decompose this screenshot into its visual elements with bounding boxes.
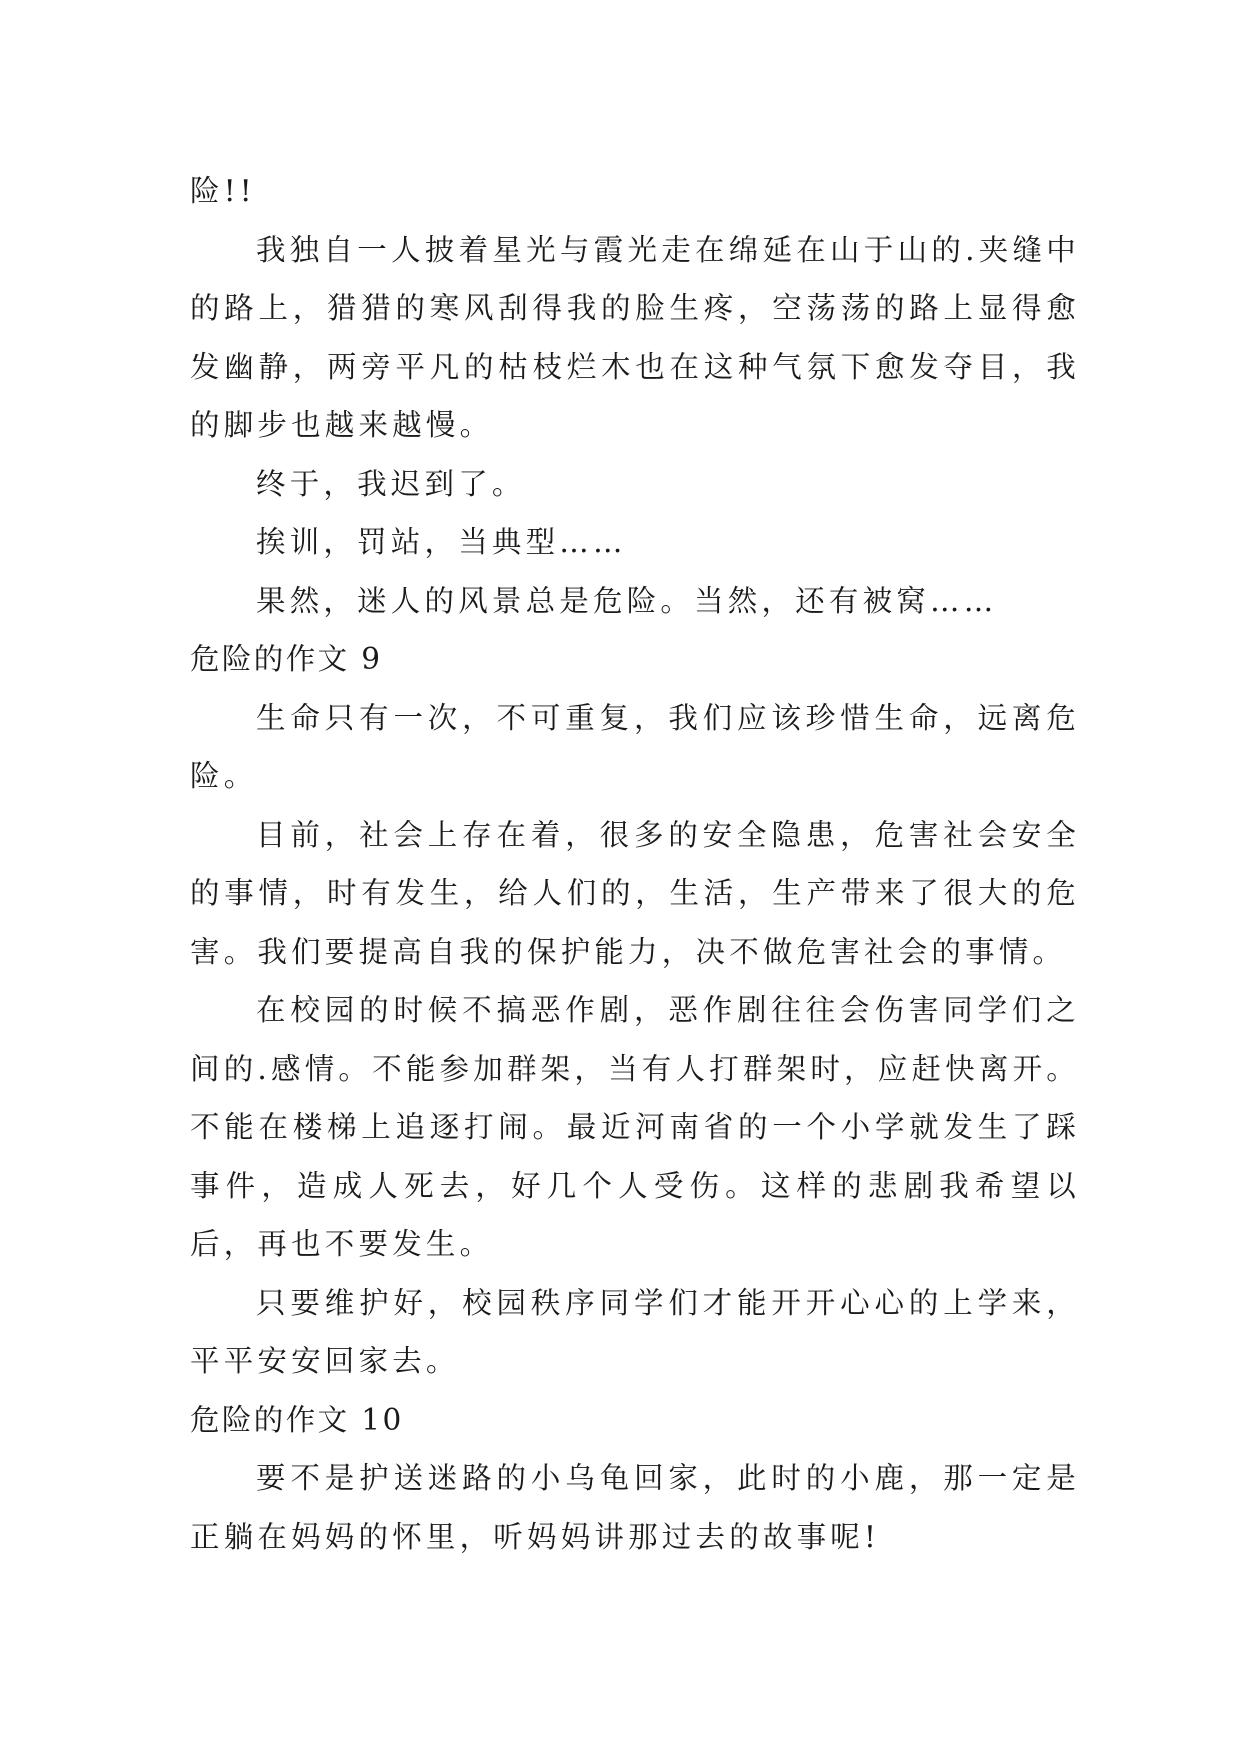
section-heading: 危险的作文 10 <box>190 1402 404 1437</box>
paragraph-continuation: 险!! <box>190 174 256 208</box>
paragraph: 我独自一人披着星光与霞光走在绵延在山于山的.夹缝中的路上，猎猎的寒风刮得我的脸生疼，空荡荡的路上显得愈发幽静，两旁平凡的枯枝烂木也在这种气氛下愈发夺目，我的脚步也越来越慢。 <box>190 232 1080 442</box>
paragraph: 只要维护好，校园秩序同学们才能开开心心的上学来，平平安安回家去。 <box>190 1285 1080 1378</box>
paragraph: 挨训，罚站，当典型…… <box>256 525 627 559</box>
paragraph: 目前，社会上存在着，很多的安全隐患，危害社会安全的事情，时有发生，给人们的，生活，生产带来了很大的危害。我们要提高自我的保护能力，决不做危害社会的事情。 <box>190 817 1080 969</box>
document-page <box>190 162 1080 1566</box>
paragraph: 生命只有一次，不可重复，我们应该珍惜生命，远离危险。 <box>190 700 1080 793</box>
paragraph: 要不是护送迷路的小乌龟回家，此时的小鹿，那一定是正躺在妈妈的怀里，听妈妈讲那过去的故事呢! <box>190 1461 1080 1554</box>
paragraph: 果然，迷人的风景总是危险。当然，还有被窝…… <box>256 583 998 618</box>
paragraph: 在校园的时候不搞恶作剧，恶作剧往往会伤害同学们之间的.感情。不能参加群架，当有人打群架时，应赶快离开。不能在楼梯上追逐打闹。最近河南省的一个小学就发生了踩事件，造成人死去，好几个人受伤。这样的悲剧我希望以后，再也不要发生。 <box>190 993 1080 1261</box>
section-heading: 危险的作文 9 <box>190 642 383 676</box>
paragraph: 终于，我迟到了。 <box>256 466 526 501</box>
